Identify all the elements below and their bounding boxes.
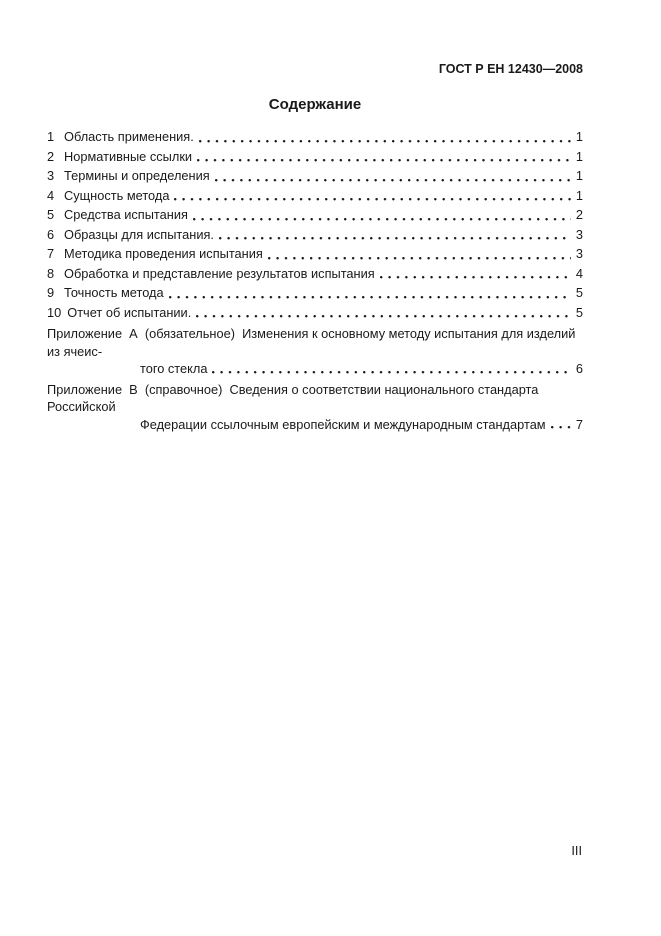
dot-leader — [193, 218, 571, 221]
toc-entry — [47, 283, 583, 303]
toc-entry-number: 7 — [47, 246, 55, 261]
toc-entry-label: Нормативные ссылки — [64, 148, 193, 164]
toc-entry-label: Образцы для испытания. — [64, 226, 214, 242]
toc-entry-label: Область применения. — [64, 129, 194, 144]
toc-entry — [47, 205, 583, 225]
toc-entry-label: Точность метода — [64, 285, 164, 300]
toc-entry-number: 2 — [47, 148, 55, 164]
toc-entry-label: Средства испытания — [64, 207, 188, 222]
toc-entry-page: 2 — [575, 207, 583, 222]
toc-entry — [47, 186, 583, 206]
appendix-line1: Приложение В (справочное) Сведения о соответствии национального стандарта Российской — [47, 381, 542, 414]
toc-entry-number: 4 — [47, 187, 55, 203]
dot-leader — [380, 276, 571, 279]
toc-entry-page: 5 — [575, 304, 583, 320]
appendix-line2 — [47, 360, 583, 378]
toc-entry-page: 5 — [575, 285, 583, 300]
toc-list — [47, 127, 583, 433]
dot-leader — [268, 257, 571, 260]
dot-leader — [215, 179, 571, 182]
page-number: III — [571, 843, 582, 858]
dot-leader — [199, 140, 571, 143]
toc-entry-page: 6 — [575, 361, 583, 376]
dot-leader — [219, 237, 571, 240]
dot-leader — [212, 371, 571, 374]
toc-entry-page: 4 — [575, 265, 583, 281]
toc-entry-label: Обработка и представление результатов испытания — [64, 265, 375, 281]
toc-entry-label: Отчет об испытании. — [67, 304, 192, 320]
doc-number: ГОСТ Р ЕН 12430—2008 — [438, 62, 583, 76]
dot-leader — [174, 198, 571, 201]
toc-entry-page: 3 — [575, 226, 583, 242]
toc-entry-page: 3 — [575, 246, 583, 261]
toc-entry — [47, 264, 583, 284]
appendix-line2-text: Федерации ссылочным европейским и международным стандартам — [140, 416, 546, 432]
toc-entry-page: 1 — [575, 187, 583, 203]
toc-entry-number: 6 — [47, 226, 55, 242]
dot-leader — [551, 426, 571, 429]
toc-entry — [47, 303, 583, 323]
toc-entry-number: 5 — [47, 207, 55, 222]
toc-entry-number: 1 — [47, 129, 55, 144]
toc-entry-label: Сущность метода — [64, 187, 170, 203]
appendix-line2-text: того стекла — [140, 361, 208, 376]
toc-entry-number: 8 — [47, 265, 55, 281]
toc-appendix-b — [47, 381, 583, 434]
toc-entry-label: Термины и определения — [64, 168, 210, 183]
dot-leader — [196, 315, 571, 318]
toc-appendix-a — [47, 325, 583, 378]
toc-entry — [47, 166, 583, 186]
toc-entry-number: 10 — [47, 304, 62, 320]
toc-entry-page: 1 — [575, 148, 583, 164]
appendix-line2 — [47, 416, 583, 434]
toc-entry-page: 1 — [575, 129, 583, 144]
toc-entry-number: 3 — [47, 168, 55, 183]
toc-entry — [47, 225, 583, 245]
toc-entry — [47, 127, 583, 147]
toc-entry — [47, 244, 583, 264]
toc-entry-number: 9 — [47, 285, 55, 300]
toc-entry-label: Методика проведения испытания — [64, 246, 263, 261]
dot-leader — [197, 159, 571, 162]
toc-entry-page: 1 — [575, 168, 583, 183]
dot-leader — [169, 296, 571, 299]
toc-entry-page: 7 — [575, 416, 583, 432]
toc-title: Содержание — [268, 96, 362, 113]
toc-entry — [47, 147, 583, 167]
appendix-line1: Приложение А (обязательное) Изменения к основному методу испытания для изделий из ячеис- — [47, 326, 579, 359]
